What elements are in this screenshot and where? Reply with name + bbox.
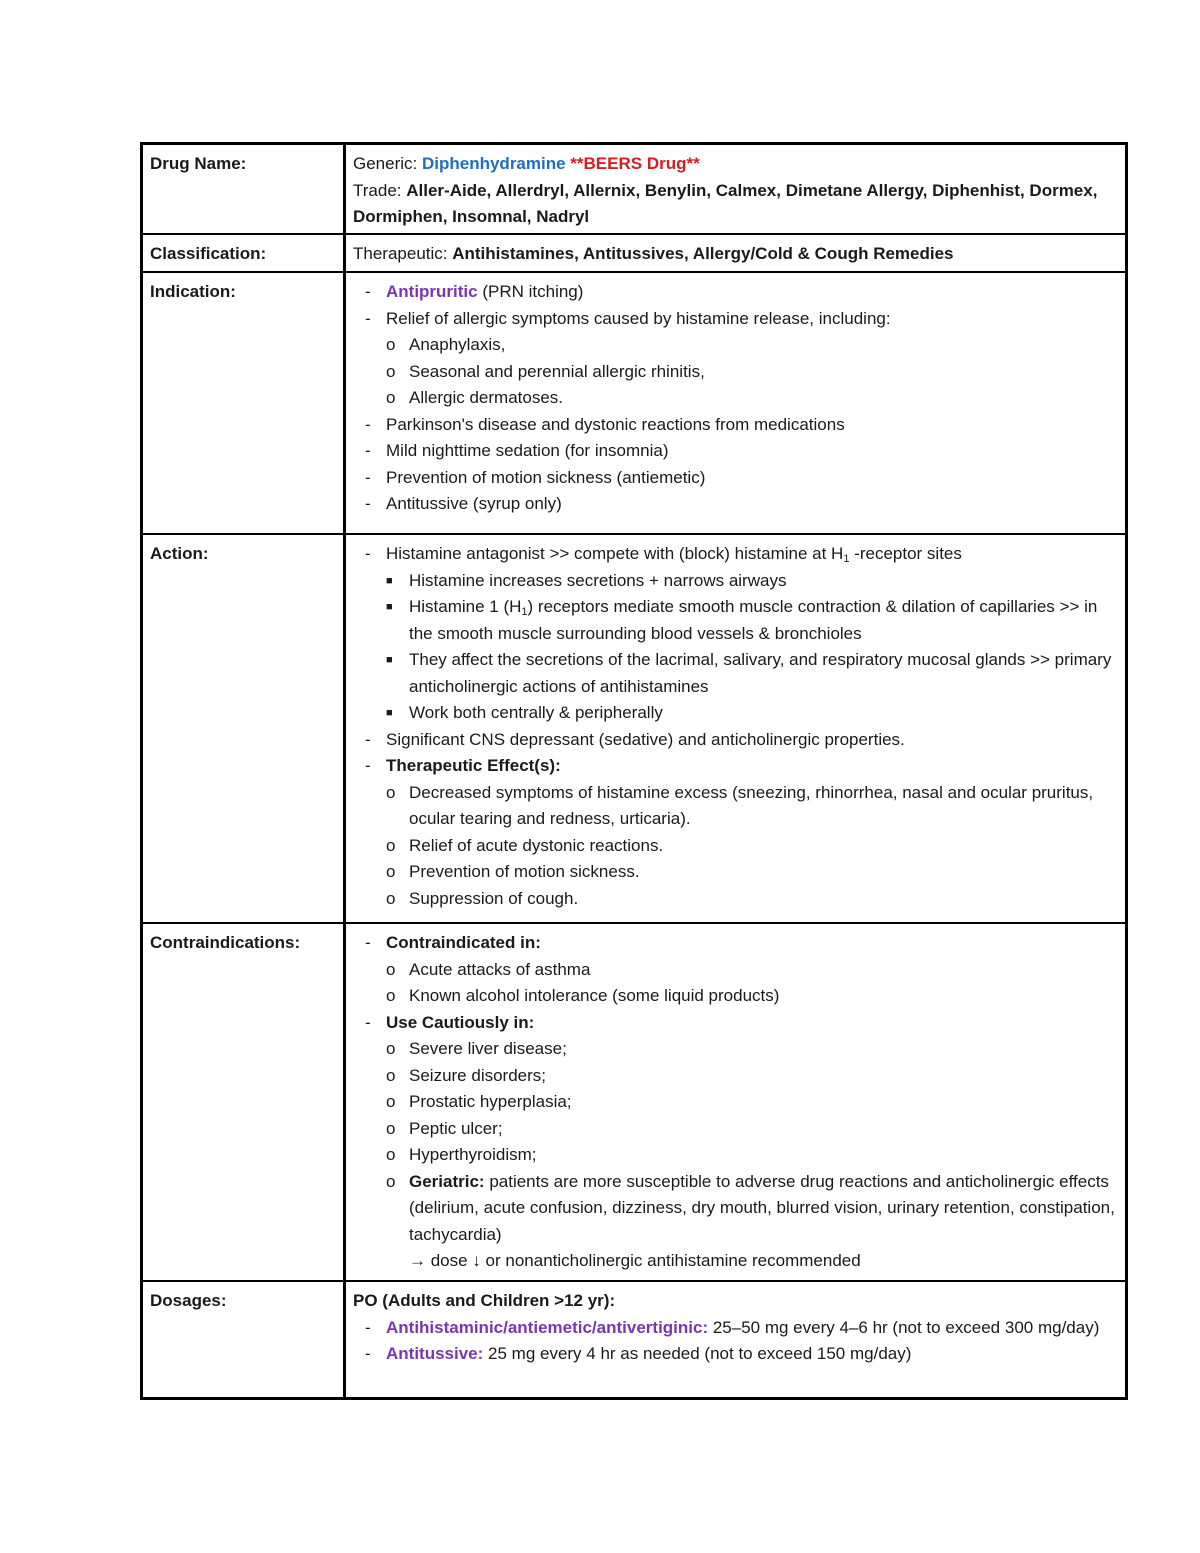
list-text: 25–50 mg every 4–6 hr (not to exceed 300 mg/day) xyxy=(708,1317,1100,1337)
dosages-content xyxy=(346,1282,1125,1397)
list-text: Relief of acute dystonic reactions. xyxy=(409,835,664,855)
list-item xyxy=(353,412,1117,439)
list-text: Prostatic hyperplasia; xyxy=(409,1092,572,1111)
circle-bullet: o xyxy=(386,835,396,855)
square-bullet: ■ xyxy=(386,707,393,719)
list-item xyxy=(353,541,1117,568)
use-cautiously-heading: Use Cautiously in: xyxy=(386,1012,535,1032)
generic-name: Diphenhydramine xyxy=(421,154,566,173)
list-item xyxy=(353,1341,1117,1368)
indication-row xyxy=(143,271,1125,533)
square-bullet: ■ xyxy=(386,654,393,666)
list-text: Allergic dermatoses. xyxy=(409,388,564,407)
geriatric-heading: Geriatric: xyxy=(409,1171,485,1191)
geriatric-recommendation xyxy=(353,1248,1117,1275)
indication-content xyxy=(346,273,1125,533)
circle-bullet: o xyxy=(386,1065,396,1085)
list-text: Histamine 1 (H xyxy=(409,597,522,616)
drug-card-table xyxy=(140,142,1128,1400)
action-label: Action: xyxy=(143,535,346,922)
dash-bullet: - xyxy=(365,308,371,328)
list-text: Histamine increases secretions + narrows airways xyxy=(409,570,787,590)
list-text: patients are more susceptible to adverse drug reactions and anticholinergic effects (delirium, acute confusion, dizziness, dry mouth, blurred vision, urinary retention, constipation, tachycardia) xyxy=(409,1171,1115,1244)
dose-indication-highlight: Antitussive: xyxy=(386,1344,484,1363)
sub-list-item xyxy=(353,859,1117,886)
list-text: (PRN itching) xyxy=(477,282,584,301)
action-content xyxy=(346,535,1125,922)
list-text: Decreased symptoms of histamine excess (sneezing, rhinorrhea, nasal and ocular pruritus, ocular tearing and redness, urticaria). xyxy=(409,782,1094,828)
trade-names: Aller-Aide, Allerdryl, Allernix, Benylin, Calmex, Dimetane Allergy, Diphenhist, Dormex, Dormiphen, Insomnal, Nadryl xyxy=(353,180,1098,226)
dash-bullet: - xyxy=(365,1344,371,1363)
circle-bullet: o xyxy=(386,986,396,1005)
square-bullet: ■ xyxy=(386,601,393,613)
dosage-route-heading: PO (Adults and Children >12 yr): xyxy=(353,1291,616,1310)
list-text: Acute attacks of asthma xyxy=(409,959,591,979)
list-text: Suppression of cough. xyxy=(409,888,579,908)
contraindications-content xyxy=(346,924,1125,1280)
dosages-label: Dosages: xyxy=(143,1282,346,1397)
dash-bullet: - xyxy=(365,441,371,460)
list-text: Seizure disorders; xyxy=(409,1065,547,1085)
dash-bullet: - xyxy=(365,756,371,775)
subscript: 1 xyxy=(843,553,850,565)
sub-list-item xyxy=(353,568,1117,595)
sub-list-item xyxy=(353,1116,1117,1143)
sub-list-item xyxy=(353,1142,1117,1169)
list-text: They affect the secretions of the lacrimal, salivary, and respiratory mucosal glands >> primary anticholinergic actions of antihistamines xyxy=(409,650,1112,696)
circle-bullet: o xyxy=(386,335,396,354)
list-text: dose xyxy=(426,1251,473,1270)
dash-bullet: - xyxy=(365,544,371,563)
down-arrow-icon: ↓ xyxy=(472,1251,481,1270)
dash-bullet: - xyxy=(365,729,371,749)
sub-list-item xyxy=(353,886,1117,913)
square-bullet: ■ xyxy=(386,574,393,587)
circle-bullet: o xyxy=(386,1171,396,1191)
dash-bullet: - xyxy=(365,1317,371,1337)
list-item xyxy=(353,279,1117,306)
list-item xyxy=(353,465,1117,492)
sub-list-item xyxy=(353,359,1117,386)
dash-bullet: - xyxy=(365,467,371,487)
list-text: Prevention of motion sickness (antiemetic) xyxy=(386,467,706,487)
circle-bullet: o xyxy=(386,959,396,979)
list-text: Work both centrally & peripherally xyxy=(409,703,663,722)
list-text: 25 mg every 4 hr as needed (not to exceed 150 mg/day) xyxy=(483,1344,912,1363)
list-text: Known alcohol intolerance (some liquid products) xyxy=(409,986,780,1005)
circle-bullet: o xyxy=(386,888,396,908)
circle-bullet: o xyxy=(386,1039,396,1058)
list-text: Peptic ulcer; xyxy=(409,1118,503,1138)
dash-bullet: - xyxy=(365,494,371,513)
contraindications-label: Contraindications: xyxy=(143,924,346,1280)
list-item xyxy=(353,1010,1117,1037)
list-text: Histamine antagonist >> compete with (block) histamine at H xyxy=(386,544,844,563)
circle-bullet: o xyxy=(386,388,396,407)
list-text: Significant CNS depressant (sedative) and anticholinergic properties. xyxy=(386,729,905,749)
classification-value: Antihistamines, Antitussives, Allergy/Cold & Cough Remedies xyxy=(452,244,954,263)
circle-bullet: o xyxy=(386,1092,396,1111)
sub-list-item xyxy=(353,385,1117,412)
list-text: Severe liver disease; xyxy=(409,1039,567,1058)
dose-indication-highlight: Antihistaminic/antiemetic/antivertiginic: xyxy=(386,1317,709,1337)
classification-content xyxy=(346,235,1125,271)
dash-bullet: - xyxy=(365,1012,371,1032)
contraindicated-heading: Contraindicated in: xyxy=(386,933,541,952)
sub-list-item xyxy=(353,647,1117,700)
sub-list-item xyxy=(353,833,1117,860)
beers-flag: **BEERS Drug** xyxy=(565,154,700,173)
list-text: -receptor sites xyxy=(849,544,962,563)
classification-label: Classification: xyxy=(143,235,346,271)
list-text: Parkinson's disease and dystonic reactions from medications xyxy=(386,414,845,434)
list-item xyxy=(353,306,1117,333)
drug-name-content xyxy=(346,145,1125,233)
list-text: Seasonal and perennial allergic rhinitis, xyxy=(409,361,705,381)
list-item xyxy=(353,727,1117,754)
sub-list-item xyxy=(353,1169,1117,1249)
circle-bullet: o xyxy=(386,782,396,802)
sub-list-item xyxy=(353,1089,1117,1116)
sub-list-item xyxy=(353,780,1117,833)
classification-prefix: Therapeutic: xyxy=(353,244,453,263)
list-item xyxy=(353,1315,1117,1342)
list-text: Antitussive (syrup only) xyxy=(386,494,562,513)
dash-bullet: - xyxy=(365,282,371,301)
therapeutic-effects-heading: Therapeutic Effect(s): xyxy=(386,756,561,775)
list-text: Prevention of motion sickness. xyxy=(409,862,640,881)
right-arrow-icon: → xyxy=(409,1251,426,1270)
list-item xyxy=(353,930,1117,957)
list-text: Relief of allergic symptoms caused by histamine release, including: xyxy=(386,308,891,328)
contraindications-row xyxy=(143,922,1125,1280)
classification-row xyxy=(143,233,1125,271)
subscript: 1 xyxy=(521,606,528,618)
list-text: Anaphylaxis, xyxy=(409,335,506,354)
sub-list-item xyxy=(353,594,1117,647)
sub-list-item xyxy=(353,957,1117,984)
action-row xyxy=(143,533,1125,922)
list-text: Hyperthyroidism; xyxy=(409,1145,537,1164)
sub-list-item xyxy=(353,332,1117,359)
indication-label: Indication: xyxy=(143,273,346,533)
sub-list-item xyxy=(353,1063,1117,1090)
list-text: Mild nighttime sedation (for insomnia) xyxy=(386,441,669,460)
circle-bullet: o xyxy=(386,862,396,881)
list-item xyxy=(353,438,1117,465)
generic-prefix: Generic: xyxy=(353,154,422,173)
drug-name-row xyxy=(143,145,1125,233)
antipruritic-highlight: Antipruritic xyxy=(386,282,478,301)
sub-list-item xyxy=(353,1036,1117,1063)
list-item xyxy=(353,491,1117,518)
list-text: ) receptors mediate smooth muscle contraction & dilation of capillaries >> in the smooth muscle surrounding blood vessels & bronchioles xyxy=(409,597,1098,643)
circle-bullet: o xyxy=(386,361,396,381)
circle-bullet: o xyxy=(386,1118,396,1138)
dosages-row xyxy=(143,1280,1125,1397)
list-text: or nonanticholinergic antihistamine recommended xyxy=(480,1251,861,1270)
sub-list-item xyxy=(353,700,1117,727)
dash-bullet: - xyxy=(365,933,371,952)
circle-bullet: o xyxy=(386,1145,396,1164)
drug-name-label: Drug Name: xyxy=(143,145,346,233)
list-item xyxy=(353,753,1117,780)
sub-list-item xyxy=(353,983,1117,1010)
dash-bullet: - xyxy=(365,414,371,434)
trade-prefix: Trade: xyxy=(353,180,407,200)
